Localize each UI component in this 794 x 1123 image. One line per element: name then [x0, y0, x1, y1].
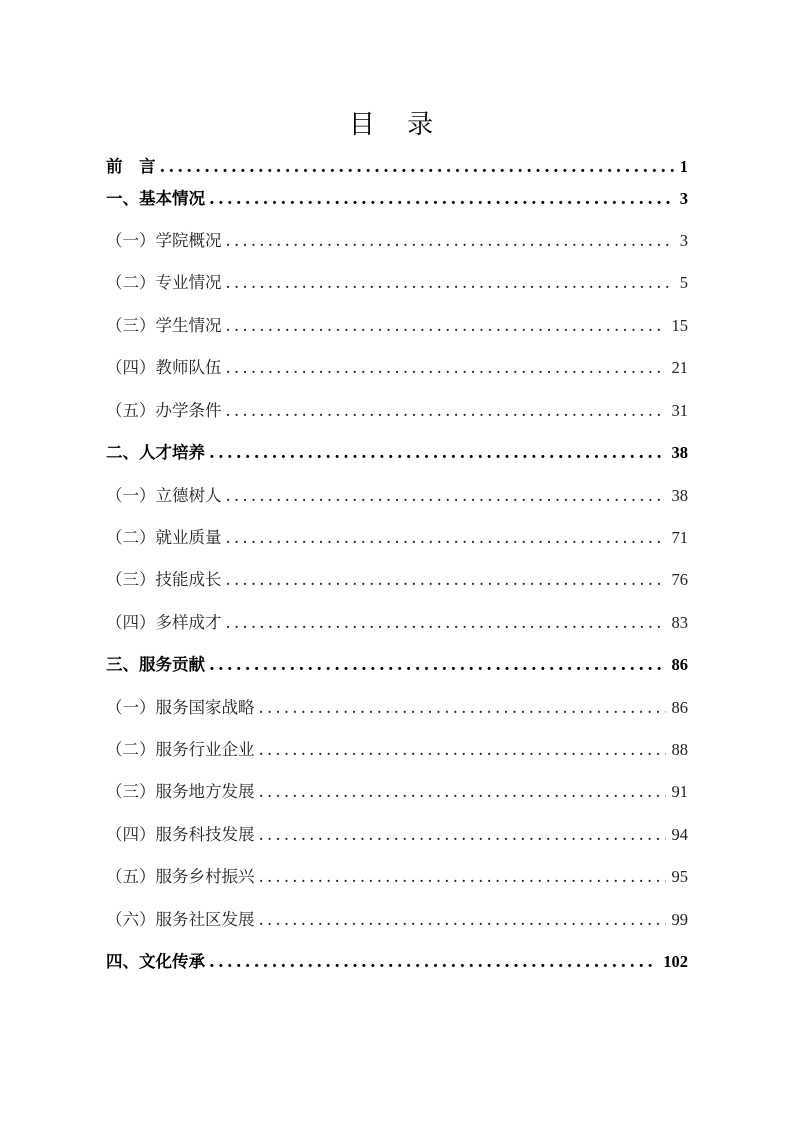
toc-entry-section-3[interactable]: [106, 652, 688, 678]
toc-entry-1-3[interactable]: [106, 313, 688, 339]
toc-entry-2-1[interactable]: [106, 483, 688, 509]
dot-leader: [226, 270, 674, 296]
toc-entry-page: 94: [671, 825, 688, 844]
toc-entry-3-3[interactable]: [106, 779, 688, 805]
toc-entry-section-2[interactable]: [106, 440, 688, 466]
dot-leader: [226, 228, 674, 254]
toc-entry-page: 91: [671, 782, 688, 801]
dot-leader: [209, 186, 674, 212]
toc-entry-3-6[interactable]: [106, 907, 688, 933]
toc-entry-1-4[interactable]: [106, 355, 688, 381]
toc-entry-3-1[interactable]: [106, 695, 688, 721]
dot-leader: [259, 737, 666, 763]
dot-leader: [226, 483, 666, 509]
toc-entry-label: （四）服务科技发展: [106, 825, 255, 844]
toc-title: 目 录: [348, 110, 446, 140]
toc-entry-2-2[interactable]: [106, 525, 688, 551]
toc-entry-label: （一）学院概况: [106, 231, 222, 250]
toc-entry-3-5[interactable]: [106, 864, 688, 890]
toc-entry-1-5[interactable]: [106, 398, 688, 424]
toc-entry-section-4[interactable]: [106, 949, 688, 975]
dot-leader: [209, 949, 657, 975]
dot-leader: [259, 822, 666, 848]
toc-entry-label: （五）服务乡村振兴: [106, 867, 255, 886]
toc-entry-preface[interactable]: [106, 154, 688, 180]
dot-leader: [259, 907, 666, 933]
toc-entry-label: （三）技能成长: [106, 570, 222, 589]
toc-entry-label: （三）学生情况: [106, 316, 222, 335]
toc-entry-section-1[interactable]: [106, 186, 688, 212]
dot-leader: [226, 313, 666, 339]
toc-entry-page: 31: [671, 401, 688, 420]
toc-entry-page: 1: [679, 157, 688, 176]
toc-entry-3-4[interactable]: [106, 822, 688, 848]
toc-entry-3-2[interactable]: [106, 737, 688, 763]
dot-leader: [259, 779, 666, 805]
toc-entry-label: （二）就业质量: [106, 528, 222, 547]
toc-entry-page: 99: [671, 910, 688, 929]
dot-leader: [209, 440, 666, 466]
toc-entry-page: 88: [671, 740, 688, 759]
toc-entry-page: 3: [679, 231, 688, 250]
dot-leader: [226, 610, 666, 636]
dot-leader: [259, 864, 666, 890]
toc-entry-2-4[interactable]: [106, 610, 688, 636]
dot-leader: [226, 525, 666, 551]
toc-entry-label: （一）服务国家战略: [106, 698, 255, 717]
toc-entry-label: 三、服务贡献: [106, 655, 205, 674]
dot-leader: [259, 695, 666, 721]
toc-entry-1-1[interactable]: [106, 228, 688, 254]
toc-entry-2-3[interactable]: [106, 567, 688, 593]
dot-leader: [160, 154, 674, 180]
toc-entry-page: 95: [671, 867, 688, 886]
toc-entry-label: （六）服务社区发展: [106, 910, 255, 929]
dot-leader: [226, 567, 666, 593]
toc-entry-page: 76: [671, 570, 688, 589]
toc-entry-label: （三）服务地方发展: [106, 782, 255, 801]
toc-entry-page: 86: [671, 655, 688, 674]
toc-entry-page: 102: [663, 952, 688, 971]
toc-entry-label: （二）服务行业企业: [106, 740, 255, 759]
toc-entry-page: 83: [671, 613, 688, 632]
toc-entry-page: 15: [671, 316, 688, 335]
toc-entry-label: （四）教师队伍: [106, 358, 222, 377]
toc-entry-page: 21: [671, 358, 688, 377]
toc-entry-label: 一、基本情况: [106, 189, 205, 208]
toc-entry-label: （二）专业情况: [106, 273, 222, 292]
toc-entry-label: （五）办学条件: [106, 401, 222, 420]
toc-entry-label: 四、文化传承: [106, 952, 205, 971]
toc-entry-1-2[interactable]: [106, 270, 688, 296]
dot-leader: [226, 398, 666, 424]
toc-entry-page: 5: [679, 273, 688, 292]
toc-entry-page: 38: [671, 486, 688, 505]
toc-entry-page: 38: [671, 443, 688, 462]
toc-entry-page: 86: [671, 698, 688, 717]
toc-entry-label: 二、人才培养: [106, 443, 205, 462]
toc-entry-label: （一）立德树人: [106, 486, 222, 505]
dot-leader: [209, 652, 666, 678]
toc-entry-page: 71: [671, 528, 688, 547]
dot-leader: [226, 355, 666, 381]
toc-entry-label: （四）多样成才: [106, 613, 222, 632]
toc-entry-page: 3: [679, 189, 688, 208]
toc-entry-label: 前 言: [106, 157, 156, 176]
